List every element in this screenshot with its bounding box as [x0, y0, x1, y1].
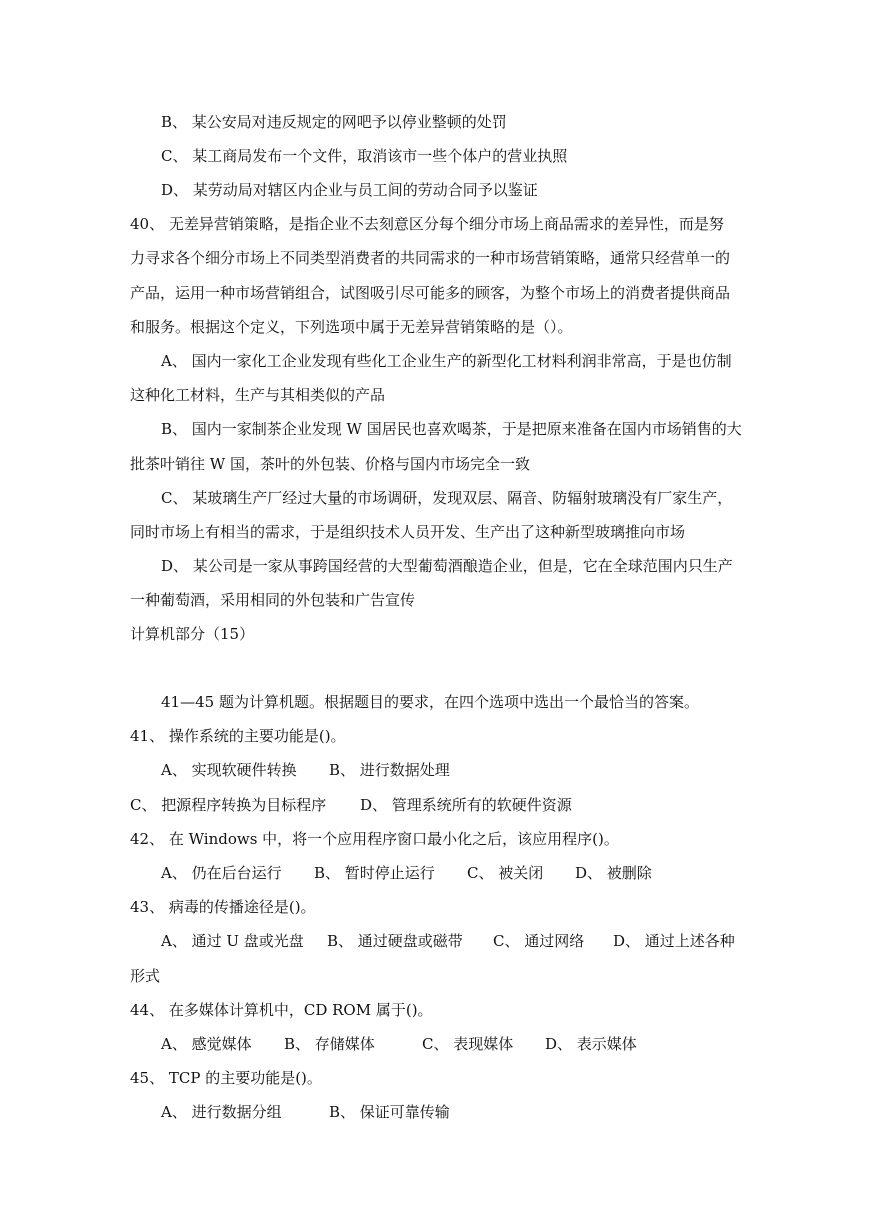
option-b-q39: B、 某公安局对违反规定的网吧予以停业整顿的处罚 [161, 113, 507, 131]
question-43: 43、 病毒的传播途径是()。 [130, 898, 316, 916]
option-c-q44: C、 表现媒体 [422, 1035, 514, 1053]
option-a-q42: A、 仍在后台运行 [161, 864, 282, 882]
question-41: 41、 操作系统的主要功能是()。 [130, 727, 346, 745]
option-a-q44: A、 感觉媒体 [161, 1035, 252, 1053]
option-a-q40: A、 国内一家化工企业发现有些化工企业生产的新型化工材料利润非常高，于是也仿制 [161, 352, 732, 370]
option-d-q43: D、 通过上述各种 [613, 932, 735, 950]
option-b-q44: B、 存储媒体 [284, 1035, 375, 1053]
section-heading: 计算机部分（15） [130, 625, 255, 643]
section-instructions: 41—45 题为计算机题。根据题目的要求，在四个选项中选出一个最恰当的答案。 [161, 693, 699, 711]
option-b-q45: B、 保证可靠传输 [329, 1103, 450, 1121]
option-d-q43-cont: 形式 [130, 967, 161, 985]
option-c-q42: C、 被关闭 [467, 864, 544, 882]
option-c-q39: C、 某工商局发布一个文件，取消该市一些个体户的营业执照 [161, 147, 568, 165]
question-40-line-2: 力寻求各个细分市场上不同类型消费者的共同需求的一种市场营销策略，通常只经营单一的 [130, 249, 731, 267]
question-40-line-4: 和服务。根据这个定义，下列选项中属于无差异营销策略的是（）。 [130, 318, 573, 336]
option-c-q41: C、 把源程序转换为目标程序 [130, 796, 327, 814]
option-d-q41: D、 管理系统所有的软硬件资源 [360, 796, 572, 814]
question-40-line-3: 产品，运用一种市场营销组合，试图吸引尽可能多的顾客，为整个市场上的消费者提供商品 [130, 284, 731, 302]
option-c-q43: C、 通过网络 [493, 932, 585, 950]
option-d-q40-cont: 一种葡萄酒，采用相同的外包装和广告宣传 [130, 591, 416, 609]
option-b-q41: B、 进行数据处理 [329, 761, 450, 779]
option-b-q40-cont: 批茶叶销往 W 国，茶叶的外包装、价格与国内市场完全一致 [130, 455, 530, 473]
option-d-q42: D、 被删除 [575, 864, 652, 882]
question-45: 45、 TCP 的主要功能是()。 [130, 1069, 322, 1087]
question-40: 40、 无差异营销策略，是指企业不去刻意区分每个细分市场上商品需求的差异性，而是努 [130, 215, 724, 233]
option-b-q43: B、 通过硬盘或磁带 [327, 932, 463, 950]
option-d-q40: D、 某公司是一家从事跨国经营的大型葡萄酒酿造企业，但是，它在全球范围内只生产 [161, 557, 733, 575]
question-42: 42、 在 Windows 中，将一个应用程序窗口最小化之后，该应用程序()。 [130, 830, 619, 848]
option-b-q42: B、 暂时停止运行 [314, 864, 435, 882]
option-b-q40: B、 国内一家制茶企业发现 W 国居民也喜欢喝茶，于是把原来准备在国内市场销售的大 [161, 420, 742, 438]
question-44: 44、 在多媒体计算机中，CD ROM 属于()。 [130, 1001, 433, 1019]
option-a-q45: A、 进行数据分组 [161, 1103, 282, 1121]
option-a-q40-cont: 这种化工材料，生产与其相类似的产品 [130, 386, 386, 404]
option-a-q41: A、 实现软硬件转换 [161, 761, 297, 779]
option-a-q43: A、 通过 U 盘或光盘 [161, 932, 304, 950]
option-d-q39: D、 某劳动局对辖区内企业与员工间的劳动合同予以鉴证 [161, 181, 538, 199]
option-c-q40: C、 某玻璃生产厂经过大量的市场调研，发现双层、隔音、防辐射玻璃没有厂家生产， [161, 489, 733, 507]
option-d-q44: D、 表示媒体 [545, 1035, 637, 1053]
option-c-q40-cont: 同时市场上有相当的需求，于是组织技术人员开发、生产出了这种新型玻璃推向市场 [130, 523, 686, 541]
